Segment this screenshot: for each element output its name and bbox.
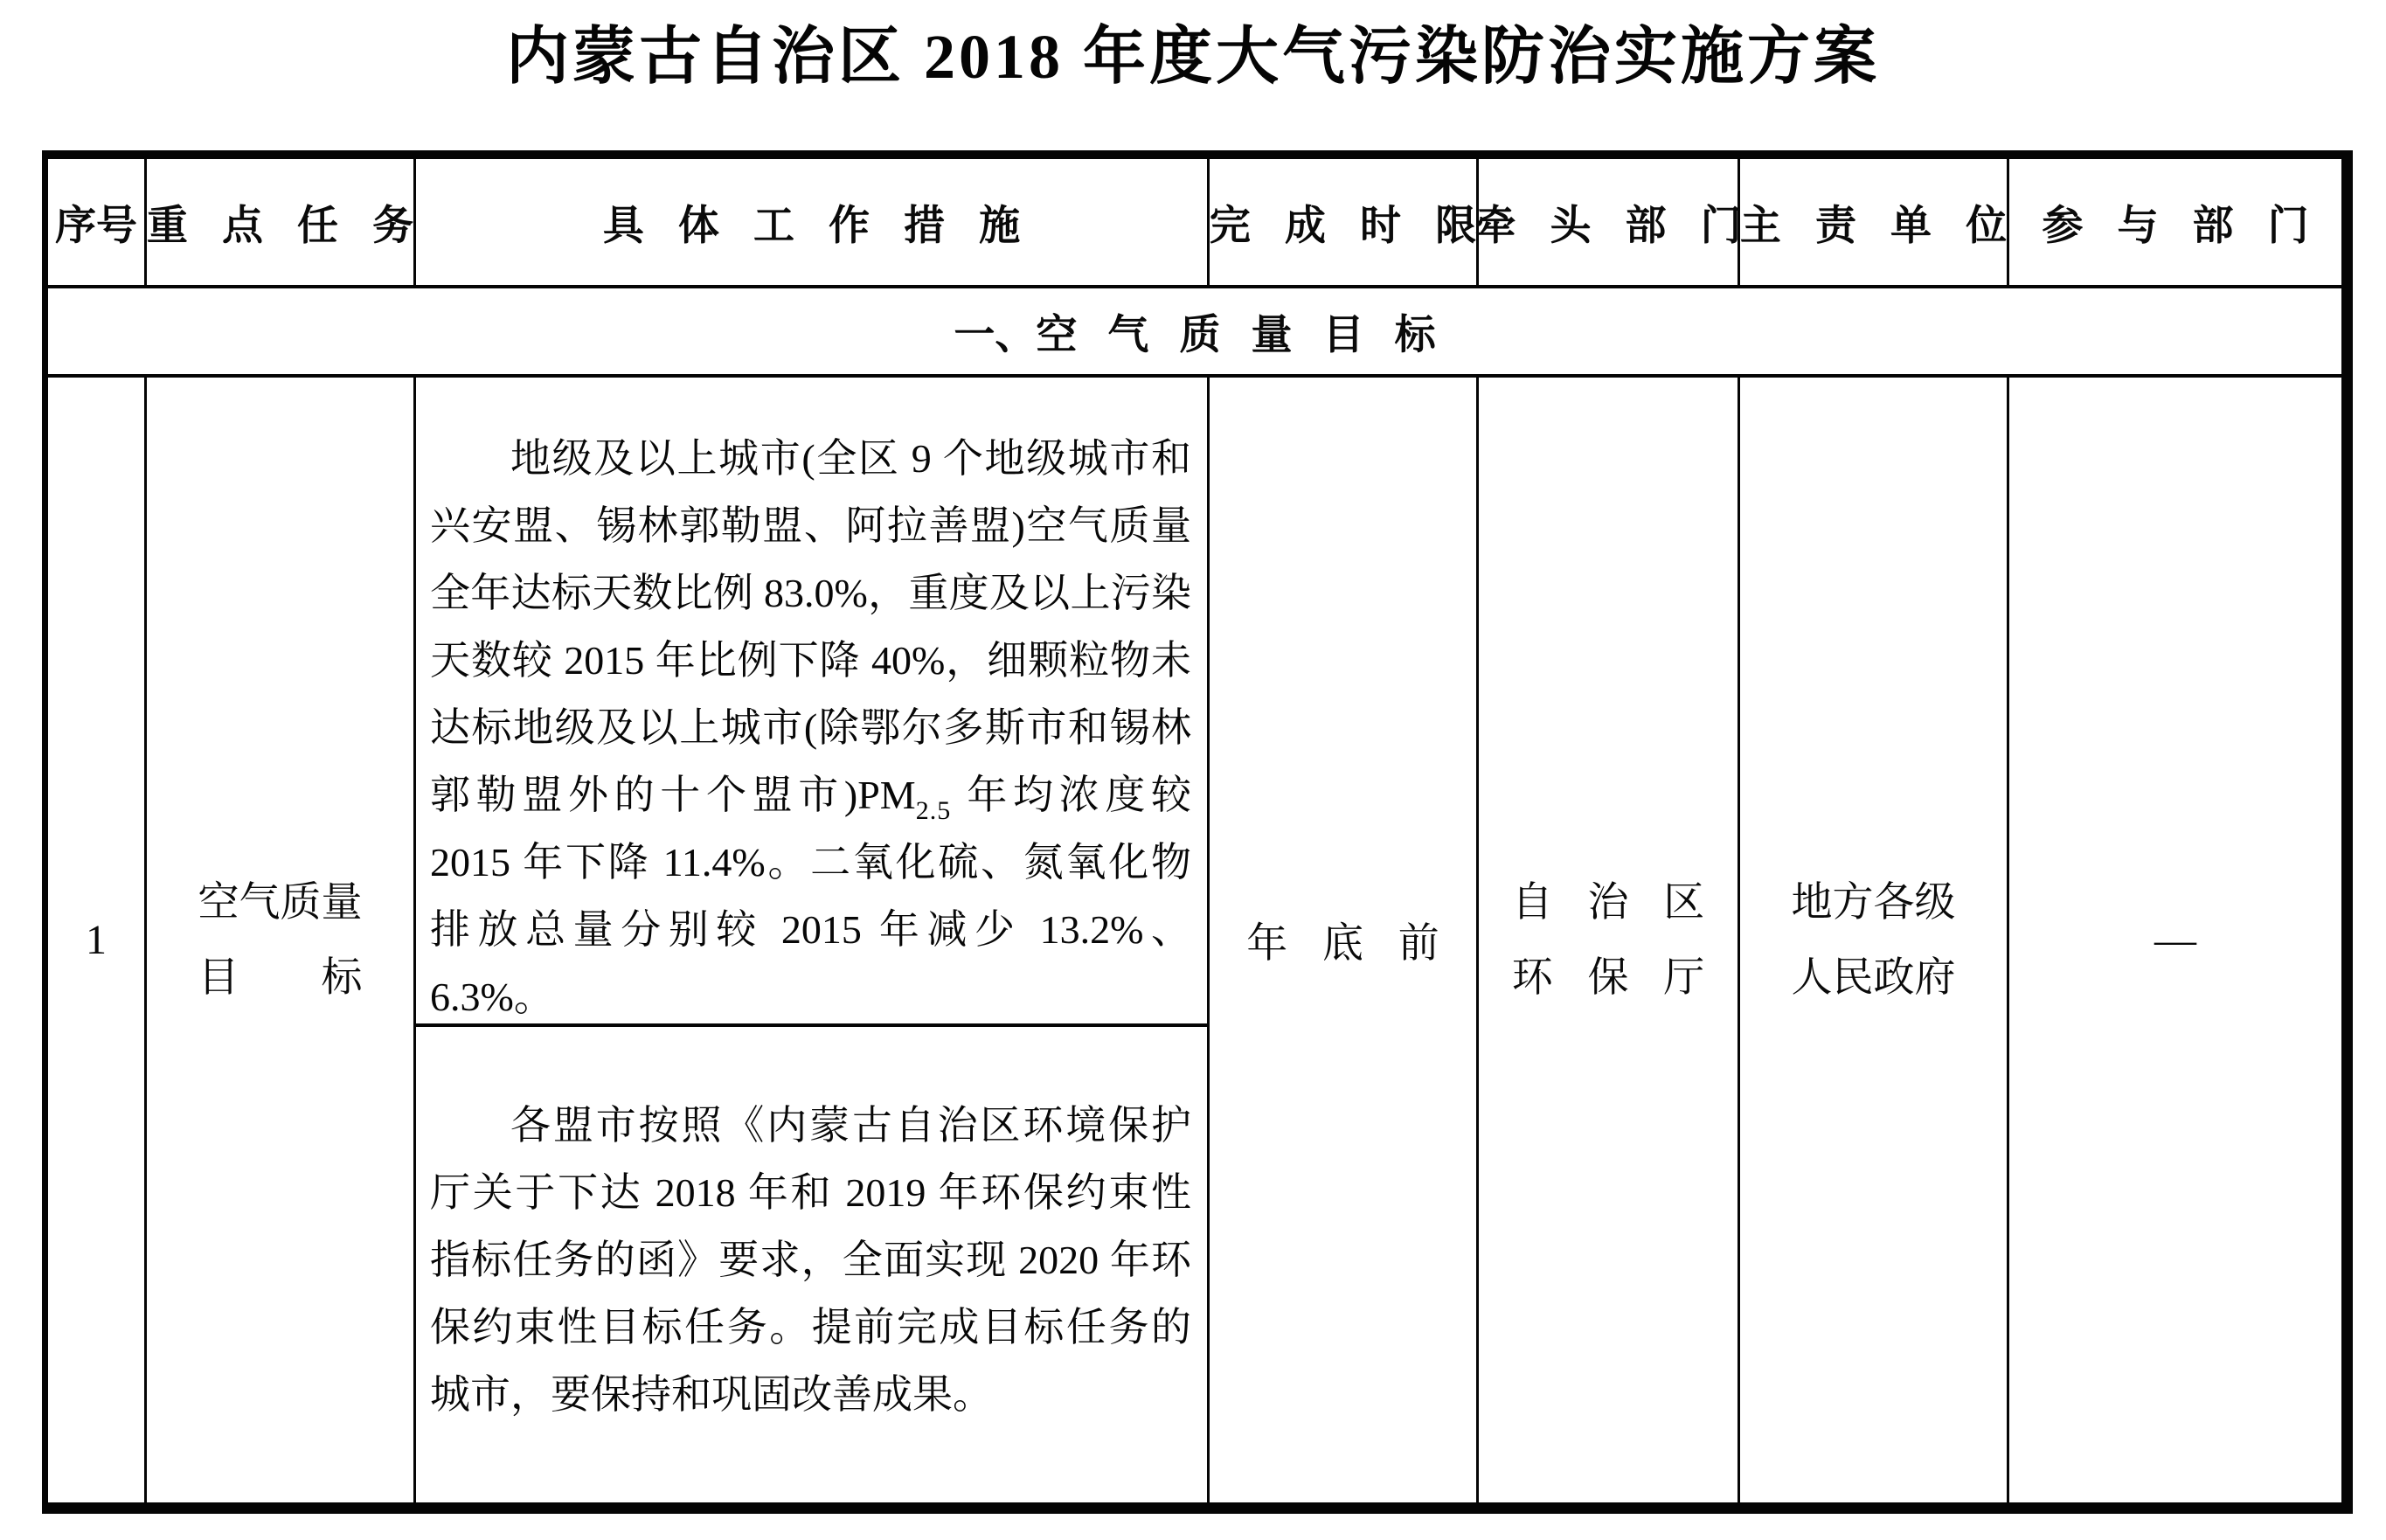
document-title: 内蒙古自治区 2018 年度大气污染防治实施方案 <box>505 22 1880 92</box>
measures-subcell-1 <box>416 378 1207 1027</box>
column-header-lead-department: 牵 头 部 门 <box>1479 159 1740 288</box>
measures-cell <box>416 378 1210 1502</box>
row-index-cell: 1 <box>48 378 147 1502</box>
column-header-deadline: 完 成 时 限 <box>1210 159 1479 288</box>
key-task-cell <box>147 378 416 1502</box>
responsible-unit-cell <box>1740 378 2009 1502</box>
responsible-unit-text <box>1792 865 1956 1016</box>
column-header-responsible-unit: 主 责 单 位 <box>1740 159 2009 288</box>
responsible-unit-line1: 地方各级 <box>1791 879 1956 926</box>
column-header-index: 序号 <box>48 159 147 288</box>
key-task-text <box>198 865 363 1016</box>
lead-department-cell <box>1479 378 1740 1502</box>
lead-department-line1: 自 治 区 <box>1511 879 1705 926</box>
deadline-cell: 年 底 前 <box>1210 378 1479 1502</box>
measures-subcell-2 <box>416 1027 1207 1502</box>
column-header-task: 重 点 任 务 <box>147 159 416 288</box>
participating-departments-cell: — <box>2154 917 2196 963</box>
measures-paragraph-1 <box>430 425 1191 1030</box>
responsible-unit-line2: 人民政府 <box>1791 954 1956 1001</box>
plan-table <box>42 150 2353 1514</box>
measures-paragraph-2: 各盟市按照《内蒙古自治区环境保护厅关于下达 2018 年和 2019 年环保约束性指标任务的函》要求，全面实现 2020 年环保约束性目标任务。提前完成目标任务的城市，要保持和巩固改善成果。 <box>430 1103 1191 1417</box>
column-header-participating-departments: 参 与 部 门 <box>2009 159 2341 288</box>
key-task-line1: 空气质量 <box>198 879 363 926</box>
lead-department-line2: 环 保 厅 <box>1511 954 1705 1001</box>
column-header-measures: 具 体 工 作 措 施 <box>416 159 1210 288</box>
lead-department-text <box>1512 865 1705 1016</box>
key-task-line2: 目 标 <box>198 954 363 1001</box>
section-header-air-quality-targets: 一、空 气 质 量 目 标 <box>48 288 2341 378</box>
pm25-subscript: 2.5 <box>915 796 952 825</box>
measures-paragraph-1-tail: 年均浓度较 2015 年下降 11.4%。二氧化硫、氮氧化物排放总量分别较 2015 年减少 13.2%、6.3%。 <box>430 773 1191 1019</box>
measures-paragraph-1-text: 地级及以上城市(全区 9 个地级城市和兴安盟、锡林郭勒盟、阿拉善盟)空气质量全年达标天数比例 83.0%，重度及以上污染天数较 2015 年比例下降 40%，细颗粒物未达标地级及以上城市(除鄂尔多斯市和锡林郭勒盟外的十个盟市)PM <box>430 436 1191 817</box>
